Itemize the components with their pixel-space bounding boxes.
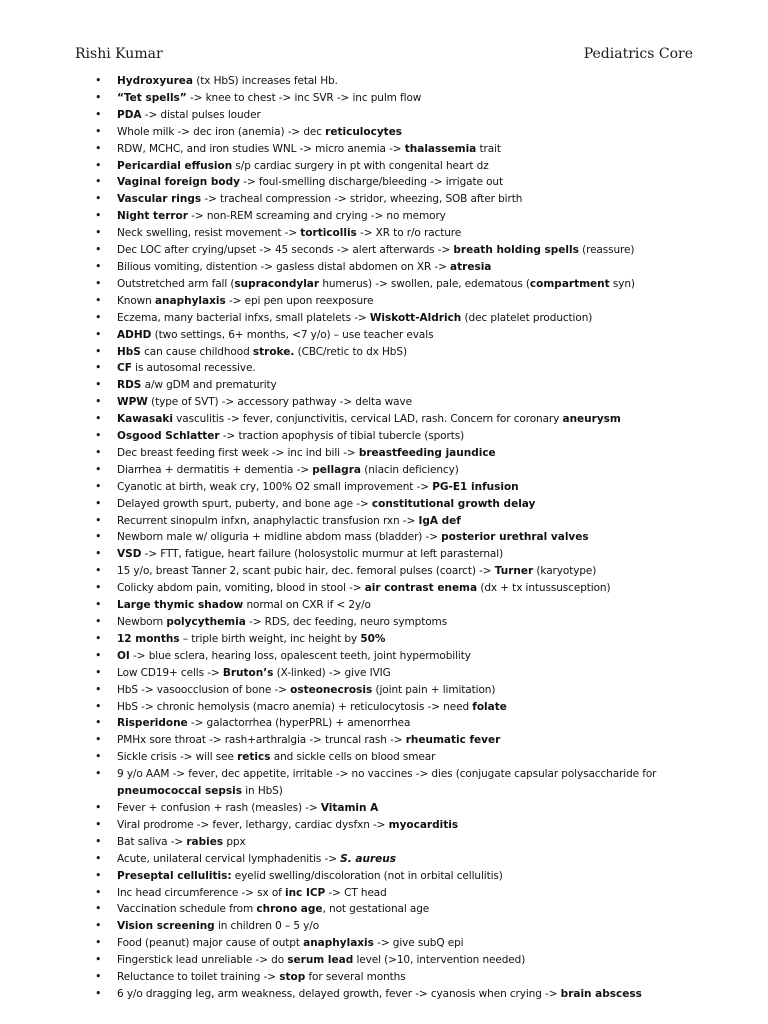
note-keyword: WPW [117,396,148,409]
bullet-marker: • [95,141,102,155]
note-item [95,885,695,902]
note-item [95,699,695,716]
page-header [75,46,693,62]
note-text: -> CT head [325,886,387,899]
note-keyword: “Tet spells” [117,91,187,104]
bullet-marker: • [95,936,102,950]
note-text: Inc head circumference -> sx of [117,886,285,899]
bullet-marker: • [95,496,102,510]
note-item [95,377,695,394]
note-text: Sickle crisis -> will see [117,751,238,764]
note-keyword: Large thymic shadow [117,599,244,612]
note-item [95,580,695,597]
note-keyword: reticulocytes [325,125,403,138]
bullet-marker: • [95,74,102,87]
bullet-marker: • [95,192,102,206]
note-text: Delayed growth spurt, puberty, and bone age -> [117,497,372,510]
note-text: 15 y/o, breast Tanner 2, scant pubic hair, dec. femoral pulses (coarct) -> [117,565,495,578]
note-text: (karyotype) [533,565,597,578]
note-keyword: brain abscess [560,987,642,1000]
bullet-marker: • [95,970,102,984]
note-text: Reluctance to toilet training -> [117,971,280,984]
note-keyword: myocarditis [388,818,459,831]
note-keyword: anaphylaxis [303,937,374,950]
note-text: (type of SVT) -> accessory pathway -> delta wave [147,396,412,409]
note-keyword: anaphylaxis [154,294,226,307]
note-text: Fingerstick lead unreliable -> do [117,954,288,967]
note-item [95,191,695,208]
note-text: Dec LOC after crying/upset -> 45 seconds -> alert afterwards -> [117,244,454,257]
note-text: Colicky abdom pain, vomiting, blood in stool -> [117,582,365,595]
note-keyword: pneumococcal sepsis [117,785,242,798]
bullet-marker: • [95,344,102,358]
note-item [95,665,695,682]
note-item [95,293,695,310]
bullet-marker: • [95,226,102,240]
note-text: eyelid swelling/discoloration (not in orbital cellulitis) [231,869,503,882]
note-item [95,90,695,107]
note-keyword: ADHD [117,328,152,341]
bullet-marker: • [95,361,102,375]
note-text: Whole milk -> dec iron (anemia) -> dec [117,125,326,138]
note-text: Food (peanut) major cause of outpt [117,937,304,950]
note-text: -> galactorrhea (hyperPRL) + amenorrhea [187,717,411,730]
note-text: (dx + tx intussusception) [477,582,611,595]
note-item [95,327,695,344]
bullet-marker: • [95,851,102,865]
bullet-marker: • [95,615,102,628]
bullet-marker: • [95,209,102,223]
note-keyword: atresia [450,260,492,273]
note-item [95,124,695,141]
note-text: Diarrhea + dermatitis + dementia -> [117,463,313,476]
bullet-marker: • [95,530,102,544]
note-item [95,851,695,868]
note-item [95,918,695,935]
note-text: Recurrent sinopulm infxn, anaphylactic transfusion rxn -> [117,514,419,527]
note-keyword: VSD [117,548,142,561]
bullet-marker: • [95,665,102,679]
note-text: Bat saliva -> [117,835,187,848]
bullet-marker: • [95,327,102,341]
note-text: HbS -> chronic hemolysis (macro anemia) + reticulocytosis -> need [117,700,473,713]
bullet-marker: • [95,124,102,138]
note-keyword: Vitamin A [320,801,379,814]
note-text: trait [476,142,501,155]
bullet-marker: • [95,378,102,392]
note-text: -> epi pen upon reexposure [225,294,374,307]
note-text: Neck swelling, resist movement -> [117,227,301,240]
note-text: can cause childhood [140,345,253,358]
bullet-marker: • [95,564,102,578]
note-keyword: stop [279,971,306,984]
note-keyword: Night terror [117,210,188,223]
note-keyword: Bruton’s [222,666,274,679]
note-keyword: torticollis [300,227,357,240]
note-item [95,648,695,665]
note-keyword: Kawasaki [117,413,173,426]
note-text: in HbS) [241,785,283,798]
note-item [95,208,695,225]
note-keyword: pellagra [312,463,361,476]
note-text: (niacin deficiency) [360,463,459,476]
note-item [95,141,695,158]
note-keyword: osteonecrosis [290,683,373,696]
note-keyword: Osgood Schlatter [117,430,220,443]
note-keyword: Risperidone [117,717,188,730]
note-item [95,411,695,428]
bullet-marker: • [95,733,102,747]
note-text: -> blue sclera, hearing loss, opalescent teeth, joint hypermobility [129,649,471,662]
bullet-marker: • [95,90,102,104]
bullet-marker: • [95,817,102,831]
note-keyword: HbS [117,345,141,358]
bullet-marker: • [95,581,102,595]
note-keyword: inc ICP [284,886,326,899]
bullet-marker: • [95,412,102,426]
note-text: Acute, unilateral cervical lymphadenitis -> [117,852,341,865]
author-name: Rishi Kumar [75,46,163,62]
note-keyword: RDS [117,379,142,392]
bullet-marker: • [95,479,102,493]
note-text: -> XR to r/o racture [356,227,462,240]
note-item [95,107,695,124]
note-item [95,563,695,580]
note-keyword: polycythemia [166,616,246,628]
bullet-marker: • [95,699,102,713]
note-keyword: air contrast enema [364,582,478,595]
note-text: in children 0 – 5 y/o [214,920,320,933]
note-item [95,225,695,242]
note-text: Cyanotic at birth, weak cry, 100% O2 small improvement -> [117,480,433,493]
note-keyword: breastfeeding jaundice [358,446,496,459]
note-text: -> non-REM screaming and crying -> no memory [187,210,446,223]
note-item [95,935,695,952]
note-text: vasculitis -> fever, conjunctivitis, cervical LAD, rash. Concern for coronary [172,413,563,426]
note-keyword: CF [117,362,132,375]
note-text: Newborn male w/ oliguria + midline abdom mass (bladder) -> [117,531,442,544]
note-keyword: PDA [117,108,142,121]
note-text: Dec breast feeding first week -> inc ind bili -> [117,446,359,459]
note-text: HbS -> vasoocclusion of bone -> [117,683,291,696]
note-item [95,513,695,530]
note-keyword: constitutional growth delay [371,497,536,510]
note-item [95,631,695,648]
note-keyword: Vision screening [117,920,215,933]
note-keyword: Wiskott-Aldrich [369,311,462,324]
note-text: Outstretched arm fall ( [117,277,235,290]
bullet-marker: • [95,885,102,899]
bullet-marker: • [95,462,102,476]
note-keyword: Preseptal cellulitis: [117,869,232,882]
note-item [95,73,695,90]
note-text: -> distal pulses louder [141,108,261,121]
note-text: 6 y/o dragging leg, arm weakness, delayed growth, fever -> cyanosis when crying -> [117,987,561,1000]
bullet-marker: • [95,175,102,189]
note-text: Vaccination schedule from [117,903,257,916]
note-item [95,969,695,986]
bullet-marker: • [95,919,102,933]
note-item [95,428,695,445]
note-item [95,546,695,563]
note-text: ppx [223,835,246,848]
note-item [95,496,695,513]
note-item [95,800,695,817]
note-keyword: aneurysm [562,413,621,426]
note-keyword: OI [117,649,130,662]
note-item [95,310,695,327]
note-text: Viral prodrome -> fever, lethargy, cardiac dysfxn -> [117,818,389,831]
note-item [95,174,695,191]
bullet-marker: • [95,513,102,527]
bullet-marker: • [95,243,102,257]
note-text: Fever + confusion + rash (measles) -> [117,801,321,814]
note-keyword: Hydroxyurea [117,75,194,87]
bullet-marker: • [95,750,102,764]
note-item [95,682,695,699]
note-text: -> traction apophysis of tibial tubercle (sports) [219,430,465,443]
bullet-marker: • [95,682,102,696]
bullet-marker: • [95,276,102,290]
bullet-marker: • [95,986,102,1000]
note-item [95,597,695,614]
bullet-marker: • [95,648,102,662]
bullet-marker: • [95,716,102,730]
note-item [95,901,695,918]
note-text: -> RDS, dec feeding, neuro symptoms [245,616,448,628]
note-keyword: IgA def [418,514,461,527]
note-item [95,445,695,462]
note-text: Bilious vomiting, distention -> gasless distal abdomen on XR -> [117,260,451,273]
note-keyword: breath holding spells [453,244,579,257]
note-text: (joint pain + limitation) [372,683,496,696]
note-keyword: PG-E1 infusion [432,480,519,493]
note-keyword: compartment [529,277,610,290]
note-item [95,732,695,749]
note-item [95,259,695,276]
bullet-marker: • [95,800,102,814]
note-text: (CBC/retic to dx HbS) [294,345,407,358]
bullet-marker: • [95,107,102,121]
note-text: for several months [305,971,406,984]
note-item [95,479,695,496]
bullet-marker: • [95,395,102,409]
note-text: is autosomal recessive. [131,362,256,375]
bullet-marker: • [95,834,102,848]
note-text: level (>10, intervention needed) [353,954,526,967]
note-item [95,276,695,293]
note-text: -> tracheal compression -> stridor, wheezing, SOB after birth [201,193,523,206]
note-keyword: thalassemia [404,142,477,155]
note-text: 9 y/o AAM -> fever, dec appetite, irritable -> no vaccines -> dies (conjugate capsular polysaccharide for [117,768,657,781]
course-title: Pediatrics Core [583,46,693,62]
note-text: normal on CXR if < 2y/o [243,599,371,612]
note-keyword: S. aureus [340,852,396,865]
bullet-marker: • [95,310,102,324]
notes-list [95,73,695,1003]
note-text: (tx HbS) increases fetal Hb. [193,75,338,87]
note-text: -> knee to chest -> inc SVR -> inc pulm flow [186,91,422,104]
note-text: RDW, MCHC, and iron studies WNL -> micro anemia -> [117,142,405,155]
bullet-marker: • [95,429,102,443]
note-text: Low CD19+ cells -> [117,666,223,679]
note-text: PMHx sore throat -> rash+arthralgia -> truncal rash -> [117,734,406,747]
note-item [95,766,695,800]
note-keyword: retics [237,751,271,764]
note-item [95,749,695,766]
note-keyword: Turner [494,565,534,578]
note-item [95,817,695,834]
note-item [95,529,695,546]
note-keyword: Vascular rings [117,193,202,206]
note-text: s/p cardiac surgery in pt with congenital heart dz [232,159,489,172]
bullet-marker: • [95,445,102,459]
bullet-marker: • [95,902,102,916]
note-item [95,360,695,377]
note-keyword: Vaginal foreign body [117,176,240,189]
bullet-marker: • [95,598,102,612]
note-item [95,715,695,732]
bullet-marker: • [95,953,102,967]
note-keyword: 12 months [117,632,180,645]
note-text: humerus) -> swollen, pale, edematous ( [319,277,530,290]
note-keyword: stroke. [252,345,295,358]
note-item [95,614,695,631]
note-item [95,834,695,851]
note-keyword: posterior urethral valves [441,531,589,544]
note-text: (two settings, 6+ months, <7 y/o) – use teacher evals [151,328,434,341]
note-item [95,158,695,175]
bullet-marker: • [95,547,102,561]
bullet-marker: • [95,631,102,645]
note-item [95,394,695,411]
note-text: -> give subQ epi [373,937,464,950]
note-text: , not gestational age [322,903,430,916]
note-text: -> FTT, fatigue, heart failure (holosystolic murmur at left parasternal) [141,548,504,561]
note-item [95,344,695,361]
bullet-marker: • [95,259,102,273]
note-text: a/w gDM and prematurity [141,379,277,392]
note-keyword: folate [472,700,507,713]
note-keyword: chrono age [256,903,323,916]
note-text: (X-linked) -> give IVIG [273,666,391,679]
note-item [95,462,695,479]
bullet-marker: • [95,293,102,307]
note-keyword: 50% [360,632,386,645]
note-keyword: rheumatic fever [405,734,501,747]
note-item [95,952,695,969]
bullet-marker: • [95,158,102,172]
note-text: -> foul-smelling discharge/bleeding -> irrigate out [240,176,503,189]
note-text: syn) [609,277,635,290]
note-text: and sickle cells on blood smear [270,751,436,764]
bullet-marker: • [95,868,102,882]
note-item [95,242,695,259]
note-item [95,868,695,885]
note-text: Eczema, many bacterial infxs, small platelets -> [117,311,370,324]
note-keyword: rabies [186,835,224,848]
bullet-marker: • [95,767,102,781]
note-text: (dec platelet production) [461,311,593,324]
note-item [95,986,695,1003]
note-keyword: serum lead [287,954,354,967]
note-text: (reassure) [578,244,635,257]
note-text: Known [117,294,155,307]
note-text: Newborn [117,616,167,628]
note-keyword: supracondylar [234,277,320,290]
note-text: – triple birth weight, inc height by [179,632,361,645]
note-keyword: Pericardial effusion [117,159,233,172]
